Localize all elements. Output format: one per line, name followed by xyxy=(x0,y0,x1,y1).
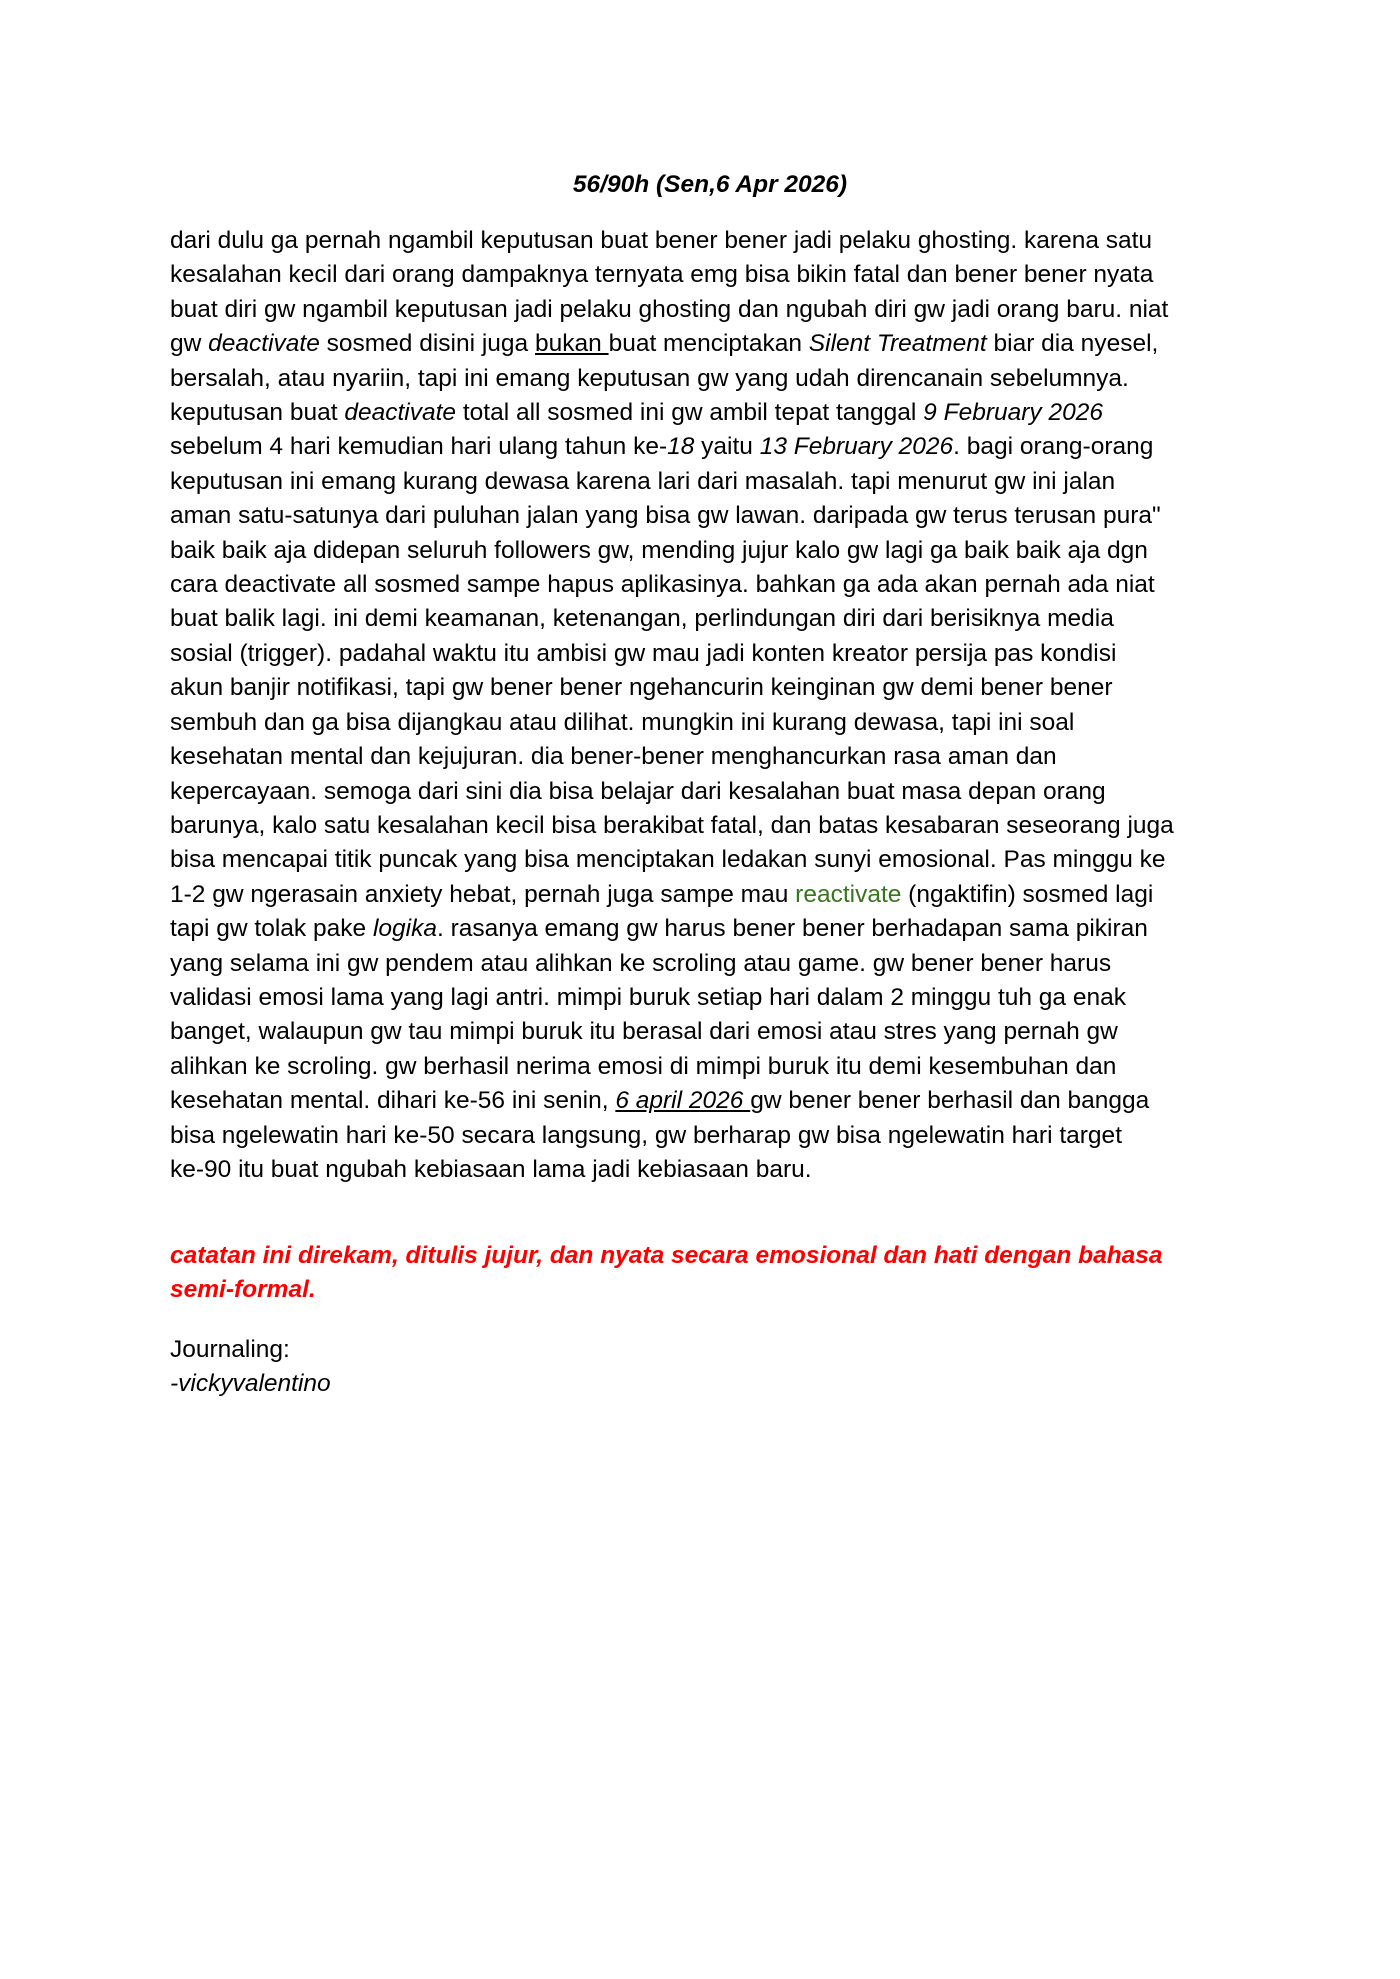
body-line: dari dulu ga pernah ngambil keputusan buat bener bener jadi pelaku ghosting. karena satu xyxy=(170,227,1153,254)
body-line xyxy=(170,430,1250,464)
journal-body xyxy=(170,224,1250,1187)
underlined-date: 6 april 2026 xyxy=(615,1087,751,1115)
italic-text: deactivate xyxy=(344,399,457,427)
text-run: gw bener bener berhasil dan bangga xyxy=(750,1087,1150,1115)
text-run: . rasanya emang gw harus bener bener berhadapan sama pikiran xyxy=(436,915,1148,943)
italic-text: 18 xyxy=(667,433,695,461)
text-run: biar dia nyesel, xyxy=(986,330,1159,358)
note-line: catatan ini direkam, ditulis jujur, dan nyata secara emosional dan hati dengan bahasa xyxy=(170,1242,1163,1270)
text-run: tapi gw tolak pake xyxy=(170,915,373,943)
text-run: yaitu xyxy=(694,433,760,461)
italic-date: 13 February 2026 xyxy=(759,433,954,461)
body-line: ke-90 itu buat ngubah kebiasaan lama jadi kebiasaan baru. xyxy=(170,1155,812,1183)
text-run: buat menciptakan xyxy=(608,330,809,358)
body-line: sosial (trigger). padahal waktu itu ambisi gw mau jadi konten kreator persija pas kondisi xyxy=(170,639,1117,667)
author-name: -vickyvalentino xyxy=(170,1370,331,1398)
italic-date: 9 February 2026 xyxy=(923,399,1103,427)
italic-text: logika xyxy=(372,915,437,943)
body-line xyxy=(170,912,1250,946)
body-line xyxy=(170,1084,1250,1118)
body-line: kesehatan mental dan kejujuran. dia bener-bener menghancurkan rasa aman dan xyxy=(170,743,1057,771)
body-line: cara deactivate all sosmed sampe hapus aplikasinya. bahkan ga ada akan pernah ada niat xyxy=(170,571,1155,599)
text-run: kesehatan mental. dihari ke-56 ini senin, xyxy=(170,1087,616,1115)
text-run: (ngaktifin) sosmed lagi xyxy=(901,880,1154,908)
body-line: keputusan ini emang kurang dewasa karena lari dari masalah. tapi menurut gw ini jalan xyxy=(170,467,1116,495)
note-line: semi-formal. xyxy=(170,1276,316,1304)
text-run: sosmed disini juga xyxy=(319,330,535,358)
body-line xyxy=(170,327,1250,361)
body-line: yang selama ini gw pendem atau alihkan ke scroling atau game. gw bener bener harus xyxy=(170,949,1112,977)
page-title: 56/90h (Sen,6 Apr 2026) xyxy=(572,171,848,198)
body-line: bisa ngelewatin hari ke-50 secara langsung, gw berharap gw bisa ngelewatin hari target xyxy=(170,1121,1122,1149)
body-line: aman satu-satunya dari puluhan jalan yang bisa gw lawan. daripada gw terus terusan pura" xyxy=(170,502,1161,530)
text-run: sebelum 4 hari kemudian hari ulang tahun ke- xyxy=(170,433,668,461)
body-line: banget, walaupun gw tau mimpi buruk itu berasal dari emosi atau stres yang pernah gw xyxy=(170,1018,1118,1046)
underlined-text: bukan xyxy=(535,330,609,358)
italic-text: deactivate xyxy=(208,330,320,358)
text-run: gw xyxy=(170,330,209,358)
body-line: baik baik aja didepan seluruh followers gw, mending jujur kalo gw lagi ga baik baik aja dgn xyxy=(170,536,1148,564)
body-line: buat balik lagi. ini demi keamanan, ketenangan, perlindungan diri dari berisiknya media xyxy=(170,605,1114,633)
body-line: bisa mencapai titik puncak yang bisa menciptakan ledakan sunyi emosional. Pas minggu ke xyxy=(170,846,1166,874)
body-line: barunya, kalo satu kesalahan kecil bisa berakibat fatal, dan batas kesabaran seseorang juga xyxy=(170,811,1174,839)
body-line: akun banjir notifikasi, tapi gw bener bener ngehancurin keinginan gw demi bener bener xyxy=(170,674,1113,702)
body-line: bersalah, atau nyariin, tapi ini emang keputusan gw yang udah direncanain sebelumnya. xyxy=(170,364,1129,392)
signoff xyxy=(170,1333,1250,1401)
text-run: 1-2 gw ngerasain anxiety hebat, pernah juga sampe mau xyxy=(170,880,796,908)
body-line xyxy=(170,878,1250,912)
text-run: . bagi orang-orang xyxy=(953,433,1154,461)
body-line: sembuh dan ga bisa dijangkau atau dilihat. mungkin ini kurang dewasa, tapi ini soal xyxy=(170,708,1075,736)
italic-text: Silent Treatment xyxy=(808,330,987,358)
body-line: kesalahan kecil dari orang dampaknya ternyata emg bisa bikin fatal dan bener bener nyata xyxy=(170,261,1154,289)
body-line: buat diri gw ngambil keputusan jadi pelaku ghosting dan ngubah diri gw jadi orang baru. niat xyxy=(170,295,1169,323)
body-line: validasi emosi lama yang lagi antri. mimpi buruk setiap hari dalam 2 minggu tuh ga enak xyxy=(170,983,1126,1011)
body-line: kepercayaan. semoga dari sini dia bisa belajar dari kesalahan buat masa depan orang xyxy=(170,777,1106,805)
signoff-label: Journaling: xyxy=(170,1336,290,1364)
body-line: alihkan ke scroling. gw berhasil nerima emosi di mimpi buruk itu demi kesembuhan dan xyxy=(170,1052,1117,1080)
green-highlight-text: reactivate xyxy=(795,880,902,908)
document-content xyxy=(170,168,1250,1401)
body-line xyxy=(170,396,1250,430)
text-run: total all sosmed ini gw ambil tepat tanggal xyxy=(456,399,924,427)
closing-note xyxy=(170,1239,1250,1307)
text-run: keputusan buat xyxy=(170,399,345,427)
